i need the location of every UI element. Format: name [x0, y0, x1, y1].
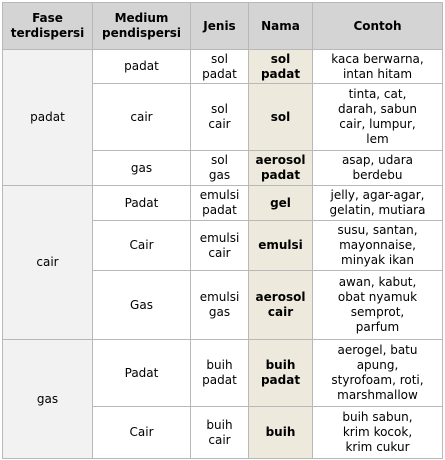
jenis-cell — [191, 221, 249, 271]
jenis-line: cair — [208, 117, 231, 131]
jenis-line: padat — [202, 203, 237, 217]
contoh-cell — [313, 340, 443, 407]
jenis-line: cair — [208, 432, 231, 447]
nama-cell — [249, 151, 313, 186]
nama-line: aerosol — [255, 290, 306, 304]
contoh-cell — [313, 271, 443, 340]
medium-cell: cair — [93, 84, 191, 151]
contoh-line: marshmallow — [337, 388, 418, 402]
medium-cell: padat — [93, 50, 191, 84]
jenis-cell — [191, 186, 249, 221]
contoh-cell — [313, 84, 443, 151]
contoh-line: darah, sabun — [338, 102, 417, 116]
jenis-line: emulsi — [199, 188, 240, 202]
table-row — [3, 50, 443, 84]
header-jenis: Jenis — [191, 3, 249, 50]
header-fase-line-2: terdispersi — [10, 26, 85, 40]
contoh-line: mayonnaise, — [339, 238, 416, 252]
jenis-line: emulsi — [199, 230, 240, 245]
jenis-line: buih — [206, 358, 233, 372]
table-row — [3, 186, 443, 221]
contoh-line: susu, santan, — [337, 223, 418, 237]
medium-cell: gas — [93, 151, 191, 186]
contoh-cell — [313, 151, 443, 186]
medium-cell: Padat — [93, 186, 191, 221]
medium-cell: Gas — [93, 271, 191, 340]
contoh-line: tinta, cat, — [348, 87, 407, 101]
medium-cell: Cair — [93, 221, 191, 271]
colloid-classification-table — [2, 2, 443, 459]
jenis-line: gas — [208, 168, 231, 182]
header-fase-terdispersi — [3, 3, 93, 50]
contoh-line: asap, udara — [341, 153, 414, 167]
contoh-line: lem — [366, 132, 389, 146]
jenis-line: sol — [211, 153, 228, 167]
jenis-cell — [191, 271, 249, 340]
contoh-line: jelly, agar-agar, — [330, 188, 425, 202]
contoh-line: semprot, — [350, 305, 405, 319]
contoh-line: berdebu — [352, 168, 403, 182]
medium-cell: Cair — [93, 407, 191, 459]
nama-cell — [249, 271, 313, 340]
phase-cell-cair: cair — [3, 186, 93, 340]
nama-cell: buih — [249, 407, 313, 459]
contoh-line: kaca berwarna, — [331, 51, 424, 66]
contoh-cell — [313, 50, 443, 84]
jenis-line: padat — [202, 373, 237, 387]
nama-cell — [249, 50, 313, 84]
contoh-line: buih sabun, — [342, 410, 413, 424]
nama-line: padat — [260, 373, 301, 387]
contoh-cell — [313, 407, 443, 459]
contoh-line: intan hitam — [342, 66, 413, 81]
header-contoh: Contoh — [313, 3, 443, 50]
jenis-line: buih — [206, 417, 233, 432]
phase-cell-padat: padat — [3, 50, 93, 186]
jenis-cell — [191, 84, 249, 151]
contoh-line: styrofoam, roti, — [331, 373, 424, 387]
header-fase-line-1: Fase — [32, 11, 63, 25]
nama-line: padat — [260, 66, 301, 81]
contoh-cell — [313, 186, 443, 221]
medium-cell: Padat — [93, 340, 191, 407]
contoh-line: aerogel, batu — [337, 343, 418, 357]
jenis-line: emulsi — [199, 290, 240, 304]
jenis-line: padat — [202, 66, 237, 81]
contoh-line: awan, kabut, — [338, 275, 417, 289]
nama-line: buih — [265, 358, 296, 372]
nama-cell: sol — [249, 84, 313, 151]
phase-cell-gas: gas — [3, 340, 93, 459]
jenis-line: cair — [208, 245, 231, 260]
contoh-line: krim cukur — [345, 440, 410, 454]
jenis-cell — [191, 407, 249, 459]
contoh-line: cair, lumpur, — [339, 117, 416, 131]
nama-line: cair — [267, 305, 294, 319]
jenis-cell — [191, 151, 249, 186]
jenis-cell — [191, 340, 249, 407]
contoh-line: parfum — [355, 320, 400, 334]
contoh-line: apung, — [356, 358, 399, 372]
contoh-line: obat nyamuk — [337, 290, 418, 304]
nama-line: sol — [270, 51, 291, 66]
nama-line: padat — [260, 168, 301, 182]
contoh-cell — [313, 221, 443, 271]
contoh-line: gelatin, mutiara — [329, 203, 426, 217]
table-row — [3, 340, 443, 407]
header-medium-line-2: pendispersi — [101, 26, 182, 40]
contoh-line: krim kocok, — [342, 425, 413, 439]
nama-cell: gel — [249, 186, 313, 221]
header-medium-line-1: Medium — [114, 11, 169, 25]
jenis-line: gas — [208, 305, 231, 319]
nama-line: aerosol — [255, 153, 306, 167]
jenis-line: sol — [211, 51, 228, 66]
contoh-line: minyak ikan — [341, 253, 414, 267]
jenis-line: sol — [211, 102, 228, 116]
header-medium-pendispersi — [93, 3, 191, 50]
header-row — [3, 3, 443, 50]
nama-cell: emulsi — [249, 221, 313, 271]
jenis-cell — [191, 50, 249, 84]
header-nama: Nama — [249, 3, 313, 50]
nama-cell — [249, 340, 313, 407]
